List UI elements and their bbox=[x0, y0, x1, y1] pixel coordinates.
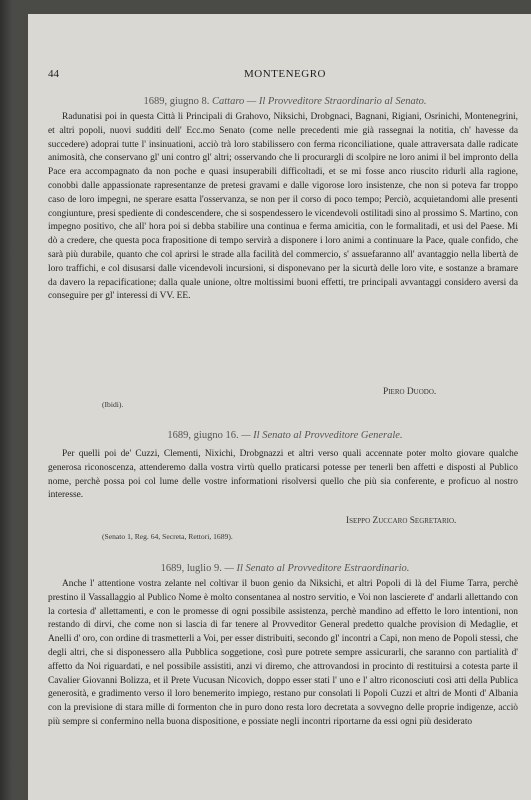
book-page bbox=[28, 14, 531, 800]
letter-date: 1689, giugno 8. bbox=[143, 96, 210, 107]
letter-title: — Il Senato al Provveditore Generale. bbox=[241, 430, 403, 441]
letter-heading bbox=[48, 430, 522, 441]
page-header bbox=[48, 68, 522, 84]
letter-text: Per quelli poi de' Cuzzi, Clementi, Nixichi, Drobgnazzi et altri verso quali accennate poter molto giovare qualche generosa riconoscenza, attenderemo dalla vostra virtù quello praticarsi potesse per tenerli ben affetti e disposti al Publico nome, perchè possa poi col lume delle vostre informationi risolversi quello che più sia conferente, e proficuo al nostro interesse. bbox=[48, 449, 518, 501]
letter-date: 1689, giugno 16. bbox=[167, 430, 239, 441]
archive-reference: (Ibidi). bbox=[102, 400, 124, 409]
letter-title: — Il Senato al Provveditore Estraordinario. bbox=[224, 563, 410, 574]
letter-heading bbox=[48, 96, 522, 107]
letter-body bbox=[48, 111, 518, 304]
letter-title: Cattaro — Il Provveditore Straordinario al Senato. bbox=[211, 96, 427, 107]
archive-reference: (Senato 1, Reg. 64, Secreta, Rettori, 1689). bbox=[102, 532, 233, 541]
letter-body bbox=[48, 448, 518, 503]
letter-body bbox=[48, 578, 518, 730]
letter-signature: Iseppo Zuccaro Segretario. bbox=[346, 516, 457, 526]
page-number: 44 bbox=[48, 68, 59, 80]
running-title: MONTENEGRO bbox=[244, 68, 326, 80]
letter-heading bbox=[48, 563, 522, 574]
letter-text: Anche l' attentione vostra zelante nel coltivar il buon genio da Niksichi, et altri Popoli di là del Fiume Tarra, perchè prestino il Vassallaggio al Publico Nome è molto consentanea al nostro servitio, e Voi non lascierete d' andarli allettando con la cortesia d' allettamenti, e con le promesse di ogni possibile assistenza, perchè mandino ad effetto le loro intentioni, non restando di dirvi, che come non si lascia di far tenere al Provveditor General predetto qualche provision di Medaglie, et Anelli d' oro, con ordine di trasmetterli a Voi, per esser distribuiti, secondo gl' incontri a Capi, non meno de Popoli stessi, che degli altri, che si disponessero alla Pubblica soggetione, così pure potrete sempre assicurarli, che saranno con partialità d' affetto da Noi riguardati, e nel possibile assistiti, anzi vi diremo, che attrovandosi in procinto di restituirsi a cotesta parte il Cavalier Giovanni Bolizza, et il Prete Vucusan Nicovich, doppo esser stati l' uno e l' altro riconosciuti così atti della Publica generosità, e gradimento verso il loro benemerito impiego, restano pur consolati li Popoli Cuzzi et altri de Monti d' Albania con la previsione di stara mille di formenton che in puro dono resta loro decretata a sovvegno delle proprie indigenze, acciò più sempre si confermino nella buona dispositione, e possiate negli incontri riportarne da essi ogni più desiderato bbox=[48, 579, 518, 727]
letter-text: Radunatisi poi in questa Città li Principali di Grahovo, Niksichi, Drobgnaci, Bagnani, Rigiani, Osrinichi, Montenegrini, et altri popoli, nuovi sudditi dell' Ecc.mo Senato (come nelle precedenti mie già rassegnai la notitia, ch' havesse da succedere) adoprai tutte l' insinuationi, acciò trà loro stabilissero con ferma riconciliatione, quale attraversata dalle radicate animosità, che conservano gl' uni contro gl' altri; osservando che li procurargli di scolpire ne loro animi il bel impronto della Pace era accompagnato da non poche e quasi insuperabili difficoltadi, et se mi fosse anco riuscito ridurli alla ragione, conobbi dalle appassionate rapresentanze de pretesi gravami e dalle vigorose loro insistenze, che non si poteva far troppo caso de loro impegni, ne sperare esatta l'osservanza, se non per il corso di poco tempo; Perciò, acquietandomi alle presenti congiunture, presi spediente di condescendere, che si sospendessero le vicendevoli ostilitadi sino al prossimo S. Martino, con impegno positivo, che all' hora poi si debba stabilire una continua e ferma amicitia, con le formalitadi, et usi del Paese. Mi dò a credere, che questa poca frapositione di tempo servirà a disponere i loro animi a continuare la Pace, quale confido, che sarà più durabile, quanto che col aprirsi le strade alla facilità del commercio, s' assuefaranno all' avantaggio nella libertà de loro traffichi, e col disusarsi dalle vicendevoli incursioni, si disponevano per la sicurtà delle loro vite, e sostanze a bramare da davero la repacificatione; dalla quale unione, oltre moltissimi buoni effetti, tre principali avvantaggi considero aversi da conseguire per gl' interessi di VV. EE. bbox=[48, 112, 518, 302]
letter-date: 1689, luglio 9. bbox=[160, 563, 222, 574]
letter-signature: Piero Duodo. bbox=[383, 387, 437, 397]
